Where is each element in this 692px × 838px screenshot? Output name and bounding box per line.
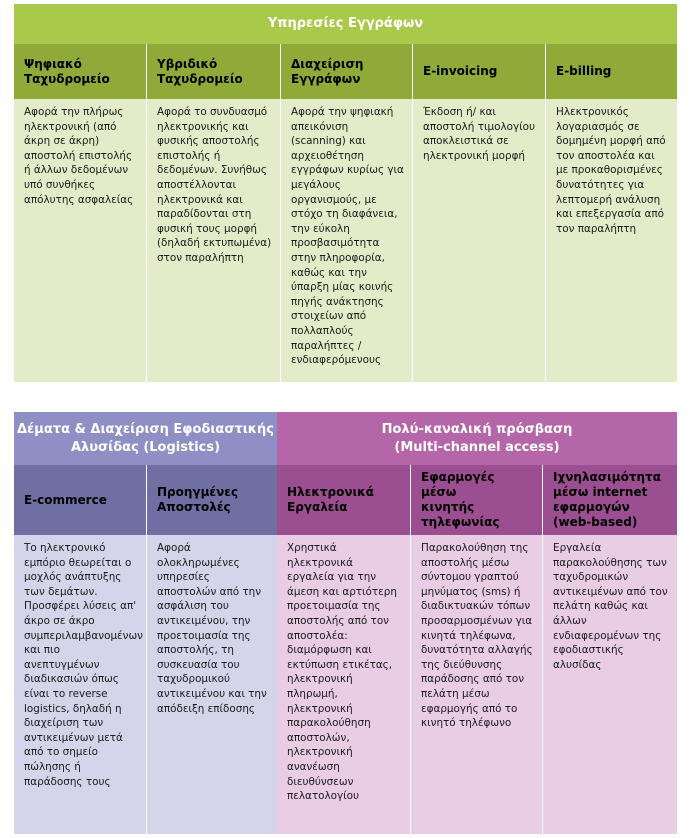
column-body: Το ηλεκτρονικό εμπόριο θεωρείται ο μοχλός ανάπτυξης των δεμάτων. Προσφέρει λύσεις απ' άκρο σε άκρο συμπεριλαμβανομένων και πιο ανεπτυγμένων διαδικασιών όπως είναι το reverse logistics, δηλαδή η διαχείριση των αντικειμένων μετά από το σημείο πώλησης ή παράδοσης τους <box>14 535 147 834</box>
column-header: Προηγμένες Αποστολές <box>147 465 277 535</box>
column-body: Εργαλεία παρακολούθησης των ταχυδρομικών αντικειμένων από τον πελάτη καθώς και άλλων ενδιαφερομένων της εφοδιαστικής αλυσίδας <box>543 535 677 834</box>
column-body: Αφορά την πλήρως ηλεκτρονική (από άκρη σε άκρη) αποστολή επιστολής ή άλλων δεδομένων υπό συνθήκες απόλυτης ασφαλείας <box>14 99 147 382</box>
column-header: E-commerce <box>14 465 147 535</box>
column-header: Ηλεκτρονικά Εργαλεία <box>277 465 411 535</box>
column-body: Έκδοση ή/ και αποστολή τιμολογίου αποκλειστικά σε ηλεκτρονική μορφή <box>413 99 546 382</box>
table-title: Υπηρεσίες Εγγράφων <box>14 4 677 44</box>
column-header: Διαχείριση Εγγράφων <box>281 44 413 99</box>
column-header: E-invoicing <box>413 44 546 99</box>
column-body: Ηλεκτρονικός λογαριασμός σε δομημένη μορφή από τον αποστολέα και με προκαθορισμένες δυνατότητες για λεπτομερή ανάλυση και επεξεργασία από τον παραλήπτη <box>546 99 677 382</box>
column-body: Αφορά ολοκληρωμένες υπηρεσίες αποστολών από την ασφάλιση του αντικειμένου, την προετοιμασία της αποστολής, τη συσκευασία του ταχυδρομικού αντικειμένου και την απόδειξη επίδοσης <box>147 535 277 834</box>
column-body: Παρακολούθηση της αποστολής μέσω σύντομου γραπτού μηνύματος (sms) ή διαδικτυακών τόπων προσαρμοσμένων για κινητά τηλέφωνα, δυνατότητα αλλαγής της διεύθυνσης παράδοσης από τον πελάτη μέσω εφαρμογής από το κινητό τηλέφωνο <box>411 535 543 834</box>
column-body: Αφορά το συνδυασμό ηλεκτρονικής και φυσικής αποστολής επιστολής ή δεδομένων. Συνήθως αποστέλλονται ηλεκτρονικά και παραδίδονται στη φυσική τους μορφή (δηλαδή εκτυπωμένα) στον παραλήπτη <box>147 99 281 382</box>
column-body: Χρηστικά ηλεκτρονικά εργαλεία για την άμεση και αρτιότερη προετοιμασία της αποστολής από τον αποστολέα: διαμόρφωση και εκτύπωση ετικέτας, ηλεκτρονική πληρωμή, ηλεκτρονική παρακολούθηση αποστολών, ηλεκτρονική ανανέωση διευθύνσεων πελατολογίου <box>277 535 411 834</box>
column-body: Αφορά την ψηφιακή απεικόνιση (scanning) και αρχειοθέτηση εγγράφων κυρίως για μεγάλους οργανισμούς, με στόχο τη διαφάνεια, την εύκολη προσβασιμότητα στην πληροφορία, καθώς και την ύπαρξη μίας κοινής πηγής ανάκτησης στοιχείων από πολλαπλούς παραλήπτες / ενδιαφερόμενους <box>281 99 413 382</box>
parcels-multichannel-table <box>14 412 677 834</box>
column-header: E-billing <box>546 44 677 99</box>
column-header: Εφαρμογές μέσω κινητής τηλεφωνίας <box>411 465 543 535</box>
column-header: Ιχνηλασιμότητα μέσω internet εφαρμογών (web-based) <box>543 465 677 535</box>
section-title-logistics: Δέματα & Διαχείριση Εφοδιαστικής Αλυσίδας (Logistics) <box>14 412 277 465</box>
document-services-table <box>14 4 677 382</box>
section-title-multichannel: Πολύ-καναλική πρόσβαση (Multi-channel access) <box>277 412 677 465</box>
column-header: Υβριδικό Ταχυδρομείο <box>147 44 281 99</box>
column-header: Ψηφιακό Ταχυδρομείο <box>14 44 147 99</box>
